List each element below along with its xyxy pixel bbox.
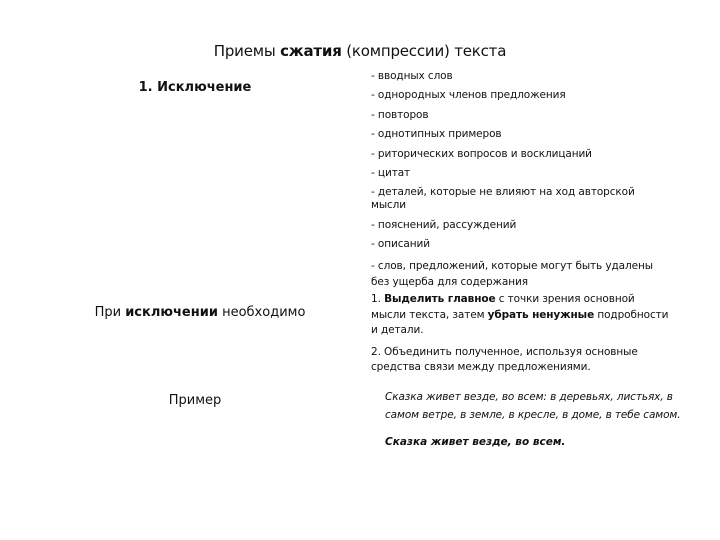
list-item: - слов, предложений, которые могут быть удалены без ущерба для содержания	[371, 259, 653, 288]
list-item: - цитат	[371, 166, 411, 179]
step-1-text-2: подробности и детали.	[371, 308, 669, 336]
section-exclusion-heading: 1. Исключение	[138, 80, 252, 95]
example-short-text: Сказка живет везде, во всем.	[385, 436, 566, 448]
step-1-num: 1.	[371, 293, 385, 305]
title-bold: сжатия	[280, 42, 342, 60]
label-prefix: При	[94, 305, 126, 320]
list-item: - вводных слов	[371, 70, 453, 82]
step-2: 2. Объединить полученное, используя основные средства связи между предложениями.	[371, 345, 638, 373]
example-full-sentence: Сказка живет везде, во всем: в деревьях, листьях, в самом ветре, в земле, в кресле, в доме, в тебе самом.	[385, 391, 681, 421]
section-example-label: Пример	[168, 393, 222, 408]
title-suffix: (компрессии) текста	[341, 42, 507, 60]
step-1-bold-2: убрать ненужные	[487, 308, 595, 321]
step-1-bold-1: Выделить главное	[384, 293, 496, 305]
label-bold: исключении	[125, 305, 218, 320]
list-item: - однородных членов предложения	[371, 89, 566, 102]
exclusion-list	[371, 70, 671, 296]
list-item: - описаний	[371, 238, 430, 251]
list-item: - деталей, которые не влияют на ход авторской мысли	[371, 186, 635, 212]
list-item: - однотипных примеров	[371, 128, 502, 141]
list-item: - повторов	[371, 108, 429, 121]
step-1	[371, 292, 671, 339]
step-1-text-1: с точки зрения основной мысли текста, затем	[371, 293, 635, 321]
list-item: - риторических вопросов и восклицаний	[371, 147, 592, 160]
section-when-excluding-label	[60, 305, 340, 320]
example-full-text	[371, 388, 681, 424]
list-item: - пояснений, рассуждений	[371, 218, 517, 231]
exclusion-steps	[371, 292, 671, 382]
title-prefix: Приемы	[213, 42, 281, 60]
label-suffix: необходимо	[217, 305, 306, 320]
page-title	[0, 42, 720, 60]
